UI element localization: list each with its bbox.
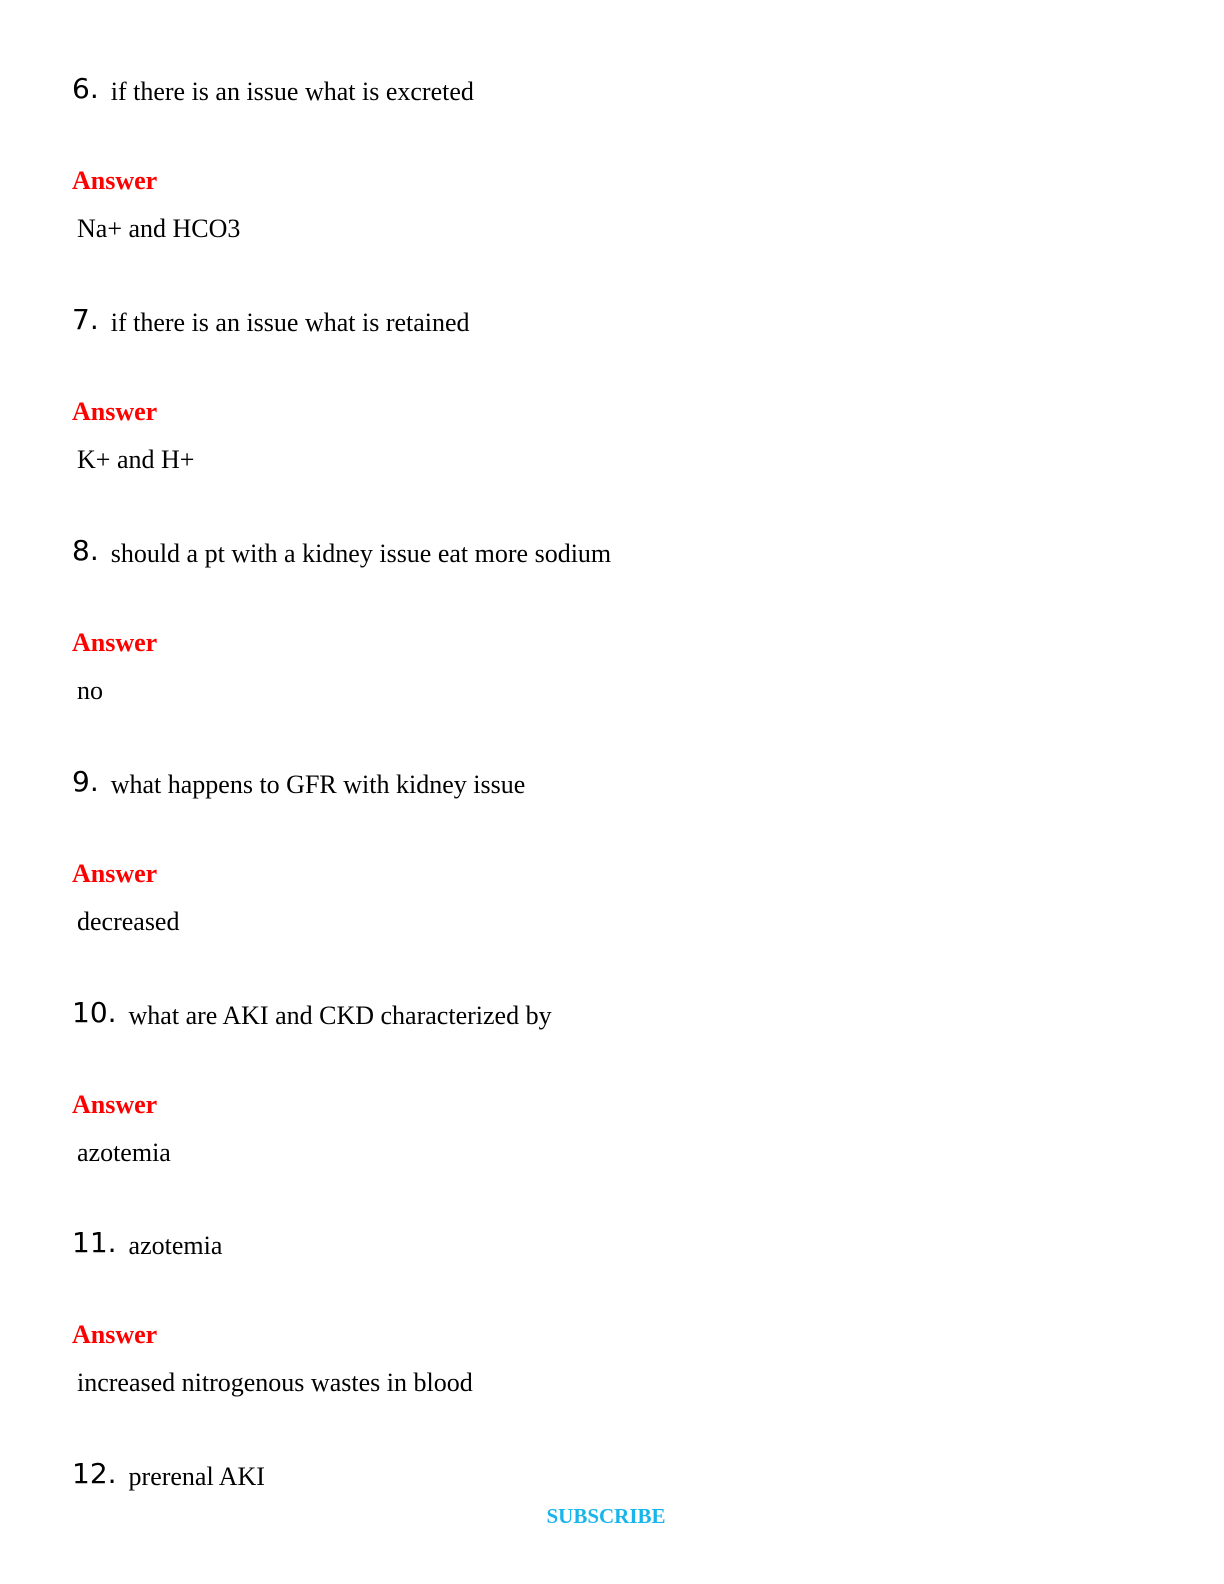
- question-number: 11.: [72, 1226, 117, 1259]
- question-text: what happens to GFR with kidney issue: [110, 770, 526, 799]
- page-footer: [0, 1504, 1212, 1529]
- question: [72, 1456, 1152, 1496]
- answer-label: Answer: [72, 397, 158, 426]
- answer-label: Answer: [72, 1320, 158, 1349]
- question-text: should a pt with a kidney issue eat more sodium: [110, 539, 612, 568]
- question-text: prerenal AKI: [128, 1462, 265, 1491]
- question: [72, 764, 1152, 804]
- qa-item: [72, 533, 1152, 705]
- question-text: if there is an issue what is retained: [110, 308, 470, 337]
- answer-text: increased nitrogenous wastes in blood: [77, 1368, 473, 1397]
- qa-item: [72, 71, 1152, 243]
- question: [72, 71, 1152, 111]
- qa-item: [72, 1225, 1152, 1397]
- question-number: 12.: [72, 1457, 117, 1490]
- answer-label: Answer: [72, 859, 158, 888]
- subscribe-link[interactable]: SUBSCRIBE: [546, 1504, 666, 1528]
- question-text: what are AKI and CKD characterized by: [128, 1001, 552, 1030]
- qa-item: [72, 995, 1152, 1167]
- answer-label: Answer: [72, 1090, 158, 1119]
- answer-text: azotemia: [77, 1138, 171, 1167]
- question-text: azotemia: [128, 1231, 223, 1260]
- question: [72, 302, 1152, 342]
- answer-label: Answer: [72, 628, 158, 657]
- question-number: 8.: [72, 534, 99, 567]
- qa-item: [72, 1456, 1152, 1496]
- answer-label: Answer: [72, 166, 158, 195]
- question-number: 7.: [72, 303, 99, 336]
- question-number: 10.: [72, 996, 117, 1029]
- question-text: if there is an issue what is excreted: [110, 77, 474, 106]
- answer-text: K+ and H+: [77, 445, 195, 474]
- answer-text: no: [77, 676, 103, 705]
- question: [72, 533, 1152, 573]
- qa-item: [72, 764, 1152, 936]
- answer-text: decreased: [77, 907, 180, 936]
- question: [72, 995, 1152, 1035]
- question: [72, 1225, 1152, 1265]
- question-number: 6.: [72, 72, 99, 105]
- question-number: 9.: [72, 765, 99, 798]
- qa-item: [72, 302, 1152, 474]
- answer-text: Na+ and HCO3: [77, 214, 241, 243]
